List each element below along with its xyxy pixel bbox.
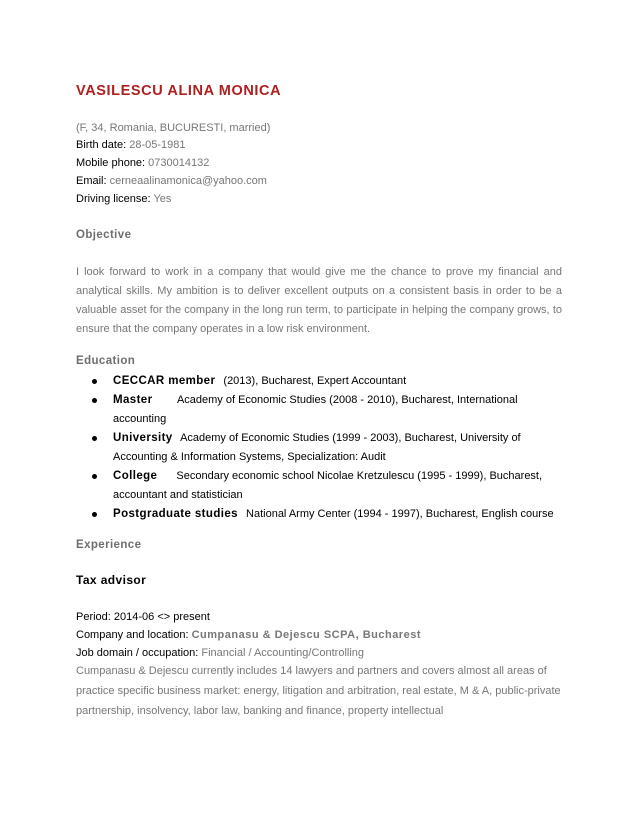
- education-degree: CECCAR member: [113, 375, 216, 387]
- education-degree: College: [113, 470, 158, 482]
- education-item: [76, 467, 562, 505]
- objective-text: I look forward to work in a company that would give me the chance to prove my financial and analytical skills. My ambition is to deliver excellent outputs on a consistent basis in order to be a valuable asset for the company in the long run term, to participate in helping the company grows, to ensure that the company operates in a low risk environment.: [76, 266, 562, 335]
- driving-license-row: [76, 192, 171, 206]
- job-domain-label: Job domain / occupation:: [76, 647, 199, 659]
- company-value: Cumpanasu & Dejescu SCPA, Bucharest: [191, 629, 421, 641]
- education-item: [76, 429, 562, 467]
- bullet-icon: [92, 379, 97, 384]
- education-item: [76, 372, 562, 391]
- email-label: Email:: [76, 175, 107, 187]
- driving-license-label: Driving license:: [76, 193, 151, 205]
- candidate-name: VASILESCU ALINA MONICA: [76, 83, 282, 99]
- bullet-icon: [92, 474, 97, 479]
- education-degree: Master: [113, 394, 153, 406]
- job-description: Cumpanasu & Dejescu currently includes 14 lawyers and partners and covers almost all areas of practice specific business market: energy, litigation and arbitration, real estate, M & A, public-private partnership, insolvency, labor law, banking and finance, property intellectual: [76, 665, 561, 717]
- mobile-phone-value: 0730014132: [148, 157, 210, 169]
- company-row: [76, 628, 421, 642]
- education-detail: (2013), Bucharest, Expert Accountant: [223, 375, 407, 387]
- education-heading: Education: [76, 355, 136, 367]
- education-detail: National Army Center (1994 - 1997), Bucharest, English course: [246, 508, 554, 520]
- job-domain-value: Financial / Accounting/Controlling: [201, 647, 365, 659]
- education-degree: University: [113, 432, 173, 444]
- job-title: Tax advisor: [76, 573, 147, 587]
- email-value: cerneaalinamonica@yahoo.com: [109, 175, 267, 187]
- education-detail: Academy of Economic Studies (2008 - 2010), Bucharest, International accounting: [113, 394, 518, 425]
- birth-date-label: Birth date:: [76, 139, 127, 151]
- bullet-icon: [92, 512, 97, 517]
- education-list: [76, 372, 562, 524]
- education-degree: Postgraduate studies: [113, 508, 238, 520]
- email-row: [76, 174, 267, 188]
- mobile-phone-label: Mobile phone:: [76, 157, 146, 169]
- birth-date-row: [76, 138, 185, 152]
- education-detail: Academy of Economic Studies (1999 - 2003), Bucharest, University of Accounting & Information Systems, Specialization: Audit: [113, 432, 521, 463]
- driving-license-value: Yes: [153, 193, 172, 205]
- company-label: Company and location:: [76, 629, 189, 641]
- objective-heading: Objective: [76, 229, 132, 241]
- education-item: [76, 391, 562, 429]
- job-domain-row: [76, 646, 364, 660]
- birth-date-value: 28-05-1981: [129, 139, 186, 151]
- bullet-icon: [92, 398, 97, 403]
- mobile-phone-row: [76, 156, 209, 170]
- experience-heading: Experience: [76, 539, 142, 551]
- bullet-icon: [92, 436, 97, 441]
- education-detail: Secondary economic school Nicolae Kretzulescu (1995 - 1999), Bucharest, accountant and statistician: [113, 470, 543, 501]
- education-item: [76, 505, 562, 524]
- personal-summary: (F, 34, Romania, BUCURESTI, married): [76, 122, 271, 134]
- job-period: Period: 2014-06 <> present: [76, 611, 210, 623]
